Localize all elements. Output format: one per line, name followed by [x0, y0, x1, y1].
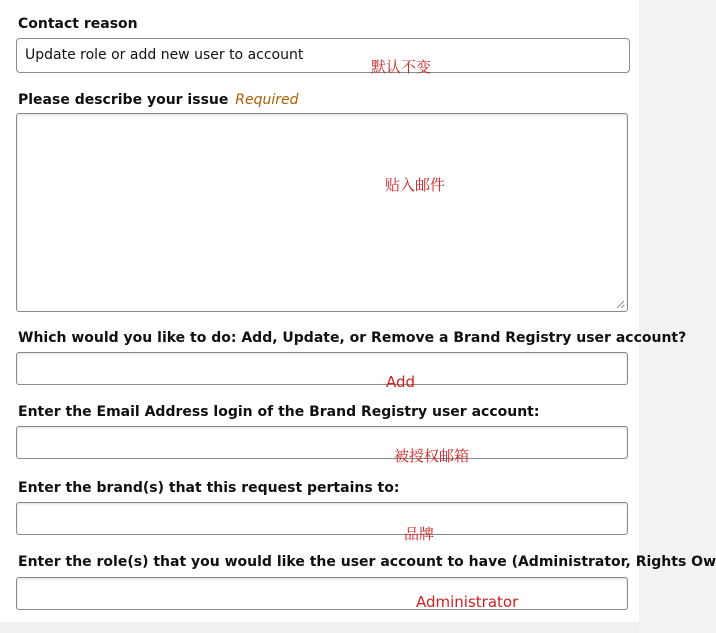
- bottom-strip: [0, 622, 639, 633]
- describe-issue-label-text: Please describe your issue: [18, 92, 229, 108]
- brands-input[interactable]: [16, 502, 628, 535]
- describe-issue-textarea[interactable]: [16, 113, 628, 312]
- email-label: Enter the Email Address login of the Brand Registry user account:: [18, 404, 540, 420]
- contact-reason-annotation: 默认不变: [371, 58, 432, 76]
- describe-issue-annotation: 贴入邮件: [385, 176, 446, 194]
- action-annotation: Add: [386, 373, 416, 391]
- action-input[interactable]: [16, 352, 628, 385]
- describe-issue-label: [18, 91, 299, 109]
- email-annotation: 被授权邮箱: [394, 447, 470, 465]
- contact-reason-select[interactable]: [16, 38, 630, 73]
- brands-label: Enter the brand(s) that this request pertains to:: [18, 480, 400, 496]
- action-label: Which would you like to do: Add, Update, or Remove a Brand Registry user account?: [18, 330, 687, 346]
- contact-reason-selected-value: Update role or add new user to account: [25, 47, 304, 63]
- roles-label: Enter the role(s) that you would like the user account to have (Administrator, Rights Ow: [18, 554, 716, 570]
- contact-reason-label: Contact reason: [18, 16, 138, 32]
- email-input[interactable]: [16, 426, 628, 459]
- resize-grip-icon[interactable]: [616, 300, 625, 309]
- roles-input[interactable]: [16, 577, 628, 610]
- brands-annotation: 品牌: [404, 525, 435, 543]
- required-tag: Required: [235, 92, 299, 108]
- roles-annotation: Administrator: [416, 593, 519, 611]
